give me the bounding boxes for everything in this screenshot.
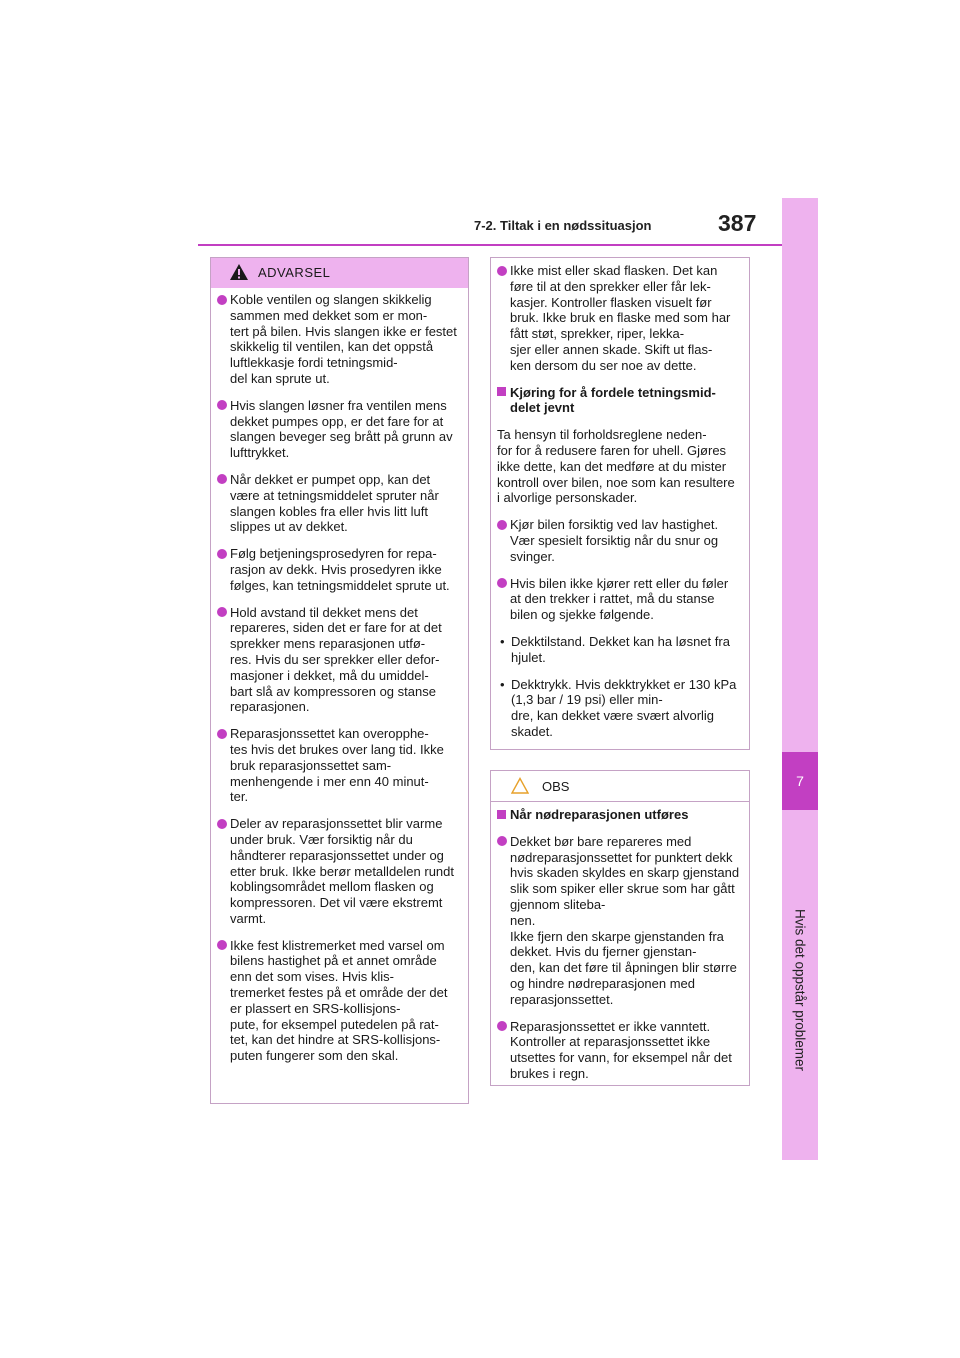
warning-item: Når dekket er pumpet opp, kan det være at tetningsmiddelet spruter når slangen kobles fra eller hvis litt luft slippes ut av dekket. <box>217 472 459 535</box>
check-list-item: • Dekktilstand. Dekket kan ha løsnet fra hjulet. <box>500 633 730 665</box>
notice-box-header <box>491 771 749 802</box>
notice-item: Reparasjonssettet er ikke vanntett. Kontroller at reparasjonssettet ikke utsettes for vann, for eksempel når det brukes i regn. <box>497 1019 740 1082</box>
warning-item: Hold avstand til dekket mens det repareres, siden det er fare for at det sprekker mens reparasjonen utfø- res. Hvis du ser sprekker eller defor- masjoner i dekket, må du umiddel- bart slå av kompressoren og stanse reparasjonen. <box>217 605 459 716</box>
header-rule <box>198 244 782 246</box>
subsection-heading: Kjøring for å fordele tetningsmid- delet jevnt <box>497 385 740 417</box>
warning-item: Deler av reparasjonssettet blir varme under bruk. Vær forsiktig når du håndterer reparasjonssettet under og etter bruk. Ikke berør metalldelen rundt koblingsområdet mellom flasken og kompressoren. Det vil være ekstremt varmt. <box>217 816 459 927</box>
warning-item: Hvis slangen løsner fra ventilen mens dekket pumpes opp, er det fare for at slangen beveger seg brått på grunn av lufttrykket. <box>217 398 459 461</box>
bullet-dot-icon <box>497 1021 507 1031</box>
warning-item: Koble ventilen og slangen skikkelig sammen med dekket som er mon- tert på bilen. Hvis slangen ikke er festet skikkelig til ventilen, kan det oppstå luftlekkasje fordi tetningsmid- del kan sprute ut. <box>217 292 459 387</box>
page-number: 387 <box>718 210 757 236</box>
warning-box <box>210 257 469 1104</box>
warning-box-continued <box>490 257 750 750</box>
warning-box-title: ADVARSEL <box>258 265 331 280</box>
bullet-dot-icon <box>217 940 227 950</box>
caution-triangle-icon <box>511 777 529 794</box>
bullet-dot-icon <box>217 549 227 559</box>
section-title: 7-2. Tiltak i en nødssituasjon <box>474 218 652 233</box>
notice-item: Dekket bør bare repareres med nødreparasjonssettet for punktert dekk hvis skaden skyldes en skarp gjenstand slik som spiker eller skrue som har gått gjennom sliteba- nen. Ikke fjern den skarpe gjenstanden fra dekket. Hvis du fjerner gjenstan- den, kan det føre til åpningen blir større og hindre nødreparasjonen med reparasjonssettet. <box>497 834 740 1008</box>
subsection-heading: Når nødreparasjonen utføres <box>497 807 740 823</box>
warning-item: Ikke fest klistremerket med varsel om bilens hastighet på et annet område enn det som vises. Hvis klis- tremerket festes på et område der det er plassert en SRS-kollisjons- pute, for eksempel putedelen på rat- tet, kan det hindre at SRS-kollisjons- puten fungerer som den skal. <box>217 938 459 1064</box>
warning-item: Ikke mist eller skad flasken. Det kan føre til at den sprekker eller får lek- kasjer. Kontroller flasken visuelt før bruk. Ikke bruk en flaske med som har fått støt, sprekker, riper, lekka- sjer eller annen skade. Skift ut flas- ken dersom du ser noe av dette. <box>497 263 740 374</box>
warning-item: Reparasjonssettet kan overopphe- tes hvis det brukes over lang tid. Ikke bruk reparasjonssettet sam- menhengende i mer enn 40 minut- ter. <box>217 726 459 805</box>
bullet-dot-icon <box>217 607 227 617</box>
bullet-dot-icon <box>217 819 227 829</box>
warning-item: Følg betjeningsprosedyren for repa- rasjon av dekk. Hvis prosedyren ikke følges, kan tetningsmiddelet sprute ut. <box>217 546 459 593</box>
chapter-number: 7 <box>782 752 818 810</box>
bullet-dot-icon <box>497 266 507 276</box>
bullet-dot-icon <box>217 474 227 484</box>
notice-box <box>490 770 750 1086</box>
bullet-dot-icon <box>497 578 507 588</box>
bullet-dot-icon <box>497 520 507 530</box>
bullet-dot-icon <box>217 729 227 739</box>
warning-triangle-icon <box>229 263 249 281</box>
warning-item: Kjør bilen forsiktig ved lav hastighet. Vær spesielt forsiktig når du snur og svinger. <box>497 517 740 564</box>
chapter-title: Hvis det oppstår problemer <box>792 908 808 1072</box>
bullet-dot-icon <box>217 295 227 305</box>
warning-box-header <box>211 258 468 288</box>
bullet-dot-icon <box>217 400 227 410</box>
bullet-square-icon <box>497 387 506 396</box>
warning-item: Hvis bilen ikke kjører rett eller du føler at den trekker i rattet, må du stanse bilen og sjekke følgende. <box>497 576 740 623</box>
bullet-dot-icon <box>497 836 507 846</box>
bullet-square-icon <box>497 810 506 819</box>
notice-box-title: OBS <box>542 779 570 794</box>
check-list-item: • Dekktrykk. Hvis dekktrykket er 130 kPa (1,3 bar / 19 psi) eller min- dre, kan dekket være svært alvorlig skadet. <box>500 676 737 739</box>
paragraph: Ta hensyn til forholdsreglene neden- for for å redusere faren for uhell. Gjøres ikke dette, kan det medføre at du mister kontroll over bilen, noe som kan resultere i alvorlige personskader. <box>497 427 735 506</box>
